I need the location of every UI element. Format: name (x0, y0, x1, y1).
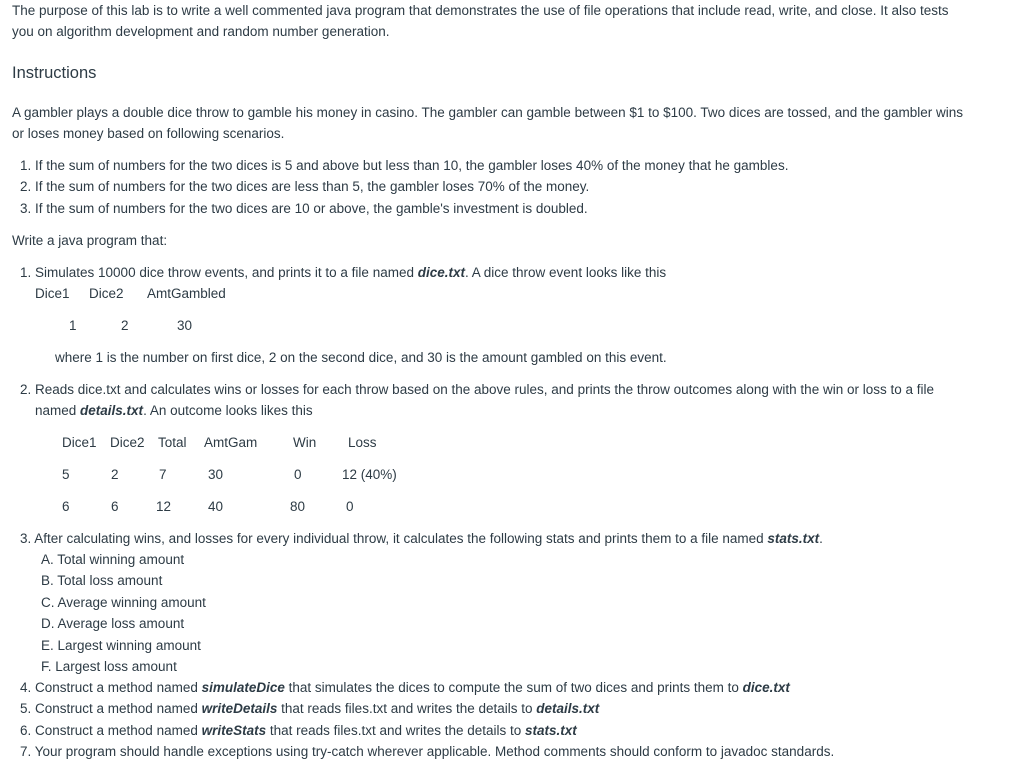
task-1-file: dice.txt (417, 265, 465, 280)
task-4-method: simulateDice (201, 680, 285, 695)
task-1-prefix: 1. Simulates 10000 dice throw events, and prints it to a file named (20, 265, 418, 280)
stat-item-b: B. Total loss amount (41, 573, 163, 588)
task-2-header-amtgam: AmtGam (204, 435, 258, 450)
task-6-text (20, 720, 577, 741)
task-2-row-2-loss: 0 (346, 499, 354, 514)
task-5-middle: that reads files.txt and writes the details to (277, 701, 537, 716)
task-2-row-1-amt: 30 (208, 467, 224, 482)
task-4-prefix: 4. Construct a method named (20, 680, 202, 695)
task-4-file: dice.txt (742, 680, 790, 695)
task-2-file: details.txt (80, 403, 144, 418)
stat-item-a: A. Total winning amount (41, 552, 185, 567)
task-1-row-dice2: 2 (121, 318, 129, 333)
task-6-middle: that reads files.txt and writes the details to (266, 723, 526, 738)
stat-item-e: E. Largest winning amount (41, 638, 201, 653)
task-5-file: details.txt (536, 701, 600, 716)
task-2-row-1-total: 7 (159, 467, 167, 482)
rule-1: 1. If the sum of numbers for the two dices is 5 and above but less than 10, the gambler loses 40% of the money that he gambles. (20, 158, 789, 173)
task-2-header-total: Total (158, 435, 187, 450)
task-5-text (20, 698, 599, 719)
task-5-prefix: 5. Construct a method named (20, 701, 202, 716)
task-5-method: writeDetails (201, 701, 278, 716)
task-1-note: where 1 is the number on first dice, 2 on the second dice, and 30 is the amount gambled on this event. (55, 350, 667, 365)
task-2-row-2-dice1: 6 (62, 499, 70, 514)
task-4-text (20, 677, 790, 698)
instructions-heading: Instructions (12, 64, 97, 82)
stat-item-f: F. Largest loss amount (41, 659, 177, 674)
rule-3: 3. If the sum of numbers for the two dices are 10 or above, the gamble's investment is doubled. (20, 201, 588, 216)
task-2-line-2-prefix: named (35, 403, 81, 418)
task-6-method: writeStats (201, 723, 267, 738)
task-2-header-win: Win (293, 435, 317, 450)
stat-item-c: C. Average winning amount (41, 595, 206, 610)
task-2-line-2 (35, 400, 313, 421)
write-program-label: Write a java program that: (12, 233, 168, 248)
intro-line-1: The purpose of this lab is to write a well commented java program that demonstrates the use of file operations that include read, write, and close. It also tests (12, 3, 949, 18)
task-2-header-loss: Loss (348, 435, 377, 450)
rule-2: 2. If the sum of numbers for the two dices are less than 5, the gambler loses 70% of the money. (20, 179, 590, 194)
task-6-file: stats.txt (525, 723, 577, 738)
task-2-row-1-win: 0 (294, 467, 302, 482)
task-1-suffix: . A dice throw event looks like this (465, 265, 667, 280)
task-3-prefix: 3. After calculating wins, and losses for every individual throw, it calculates the following stats and prints them to a file named (20, 531, 768, 546)
task-2-header-dice2: Dice2 (110, 435, 145, 450)
task-2-row-1-dice1: 5 (62, 467, 70, 482)
task-3-text (20, 528, 823, 549)
task-2-row-2-total: 12 (156, 499, 172, 514)
task-2-row-2-amt: 40 (208, 499, 224, 514)
task-2-row-2-win: 80 (290, 499, 306, 514)
task-2-row-1-loss: 12 (40%) (342, 467, 397, 482)
scenario-line-2: or loses money based on following scenarios. (12, 126, 285, 141)
task-4-middle: that simulates the dices to compute the sum of two dices and prints them to (284, 680, 743, 695)
task-3-file: stats.txt (767, 531, 820, 546)
scenario-line-1: A gambler plays a double dice throw to gamble his money in casino. The gambler can gamble between $1 to $100. Two dices are tossed, and the gambler wins (12, 105, 964, 120)
task-1-header-dice2: Dice2 (89, 286, 124, 301)
task-2-row-2-dice2: 6 (111, 499, 119, 514)
task-7-text: 7. Your program should handle exceptions using try-catch wherever applicable. Method comments should conform to javadoc standards. (20, 744, 835, 759)
task-2-line-2-suffix: . An outcome looks likes this (143, 403, 313, 418)
task-6-prefix: 6. Construct a method named (20, 723, 202, 738)
task-1-header-dice1: Dice1 (35, 286, 70, 301)
intro-line-2: you on algorithm development and random number generation. (12, 24, 390, 39)
task-2-row-1-dice2: 2 (111, 467, 119, 482)
stat-item-d: D. Average loss amount (41, 616, 185, 631)
task-1-row-dice1: 1 (69, 318, 77, 333)
task-1-row-amt: 30 (177, 318, 193, 333)
task-2-header-dice1: Dice1 (62, 435, 97, 450)
task-1-text (20, 262, 666, 283)
task-1-header-amtgambled: AmtGambled (147, 286, 226, 301)
task-3-suffix: . (819, 531, 823, 546)
task-2-line-1: 2. Reads dice.txt and calculates wins or losses for each throw based on the above rules, and prints the throw outcomes along with the win or loss to a file (20, 382, 934, 397)
